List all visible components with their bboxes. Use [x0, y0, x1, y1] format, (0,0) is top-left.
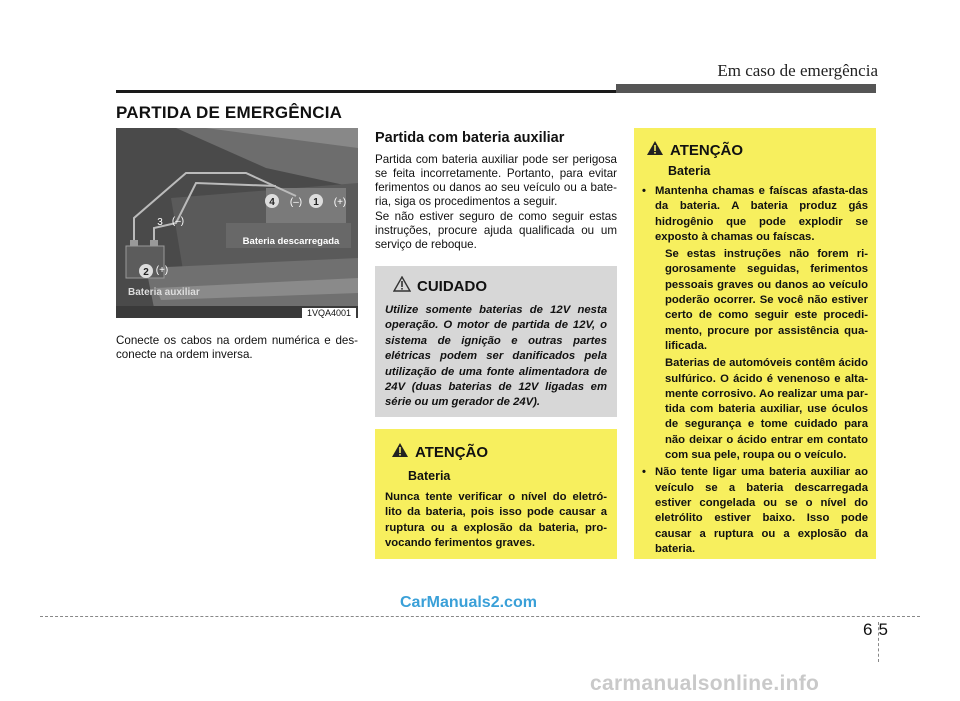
svg-text:1: 1 — [313, 197, 319, 208]
warning-text: Nunca tente verificar o nível do eletró-lito da bateria, pois isso pode causar a ruptura ou a explosão da bateria, pro-vocando ferimentos graves. — [385, 491, 607, 550]
warning-title: ATENÇÃO — [670, 142, 744, 159]
list-item — [642, 184, 868, 463]
caution-triangle-icon — [393, 276, 411, 297]
warning-subtitle: Bateria — [668, 164, 711, 178]
warning-triangle-icon — [391, 442, 409, 463]
marker-2 — [139, 264, 153, 278]
watermark-link[interactable]: CarManuals2.com — [400, 594, 537, 611]
section-header-title: Em caso de emergência — [717, 61, 878, 80]
body-paragraph: Partida com bateria auxiliar pode ser perigosa se feita incorretamente. Portanto, para evitar ferimentos ou danos ao seu veículo ou a bate-ria, siga os procedimentos a seguir. — [375, 153, 617, 208]
label-discharged-battery: Bateria descarregada — [242, 236, 340, 247]
figure-caption: Conecte os cabos na ordem numérica e des-conecte na ordem inversa. — [116, 334, 358, 361]
marker-1 — [309, 194, 323, 208]
page-title: PARTIDA DE EMERGÊNCIA — [116, 103, 343, 122]
page-number: 6 5 — [863, 620, 888, 639]
jump-start-illustration — [116, 128, 358, 318]
warning-triangle-icon — [646, 140, 664, 161]
warning-paragraph: Baterias de automóveis contêm ácido sulfúrico. O ácido é venenoso e alta-mente corrosivo. Ao realizar uma par-tida com bateria auxiliar, use óculos de segurança e tome cuidado para não deixar o ácido entrar em contato com sua pele, roupa ou o veículo. — [665, 357, 868, 462]
warning-box — [375, 429, 617, 559]
caution-title: CUIDADO — [417, 278, 487, 295]
warning-box-battery — [634, 128, 876, 559]
marker-4-sign: (–) — [289, 197, 303, 208]
header-rule-accent — [616, 84, 876, 93]
bullet: • — [642, 185, 646, 197]
warning-paragraph: Se estas instruções não forem ri-gorosamente seguidas, ferimentos pessoais graves ou danos ao veículo poderão ocorrer. Se você não estiver certo de como seguir este procedi-mento, procure por assistência qua-lificada. — [665, 248, 868, 352]
warning-paragraph: Não tente ligar uma bateria auxiliar ao veículo se a bateria descarregada estiver congelada ou se o nível do eletrólito estiver baixo. Isso pode causar a ruptura ou a explosão da bateria. — [655, 466, 868, 555]
list-item — [642, 465, 868, 557]
caution-box — [375, 266, 617, 417]
warning-list — [642, 184, 868, 559]
warning-paragraph: Mantenha chamas e faíscas afasta-das da bateria. A bateria produz gás hidrogênio que pode explodir se exposto à chamas ou faíscas. — [655, 185, 868, 243]
svg-text:4: 4 — [269, 197, 275, 208]
header-rule — [116, 90, 616, 93]
caution-text: Utilize somente baterias de 12V nesta operação. O motor de partida de 12V, o sistema de ignição e outras partes elétricas podem ser danificados pela utilização de uma fonte alimentadora de 24V (duas baterias de 12V ligadas em série ou um gerador de 24V). — [385, 304, 607, 409]
label-aux-battery: Bateria auxiliar — [128, 287, 200, 298]
page-number-divider — [878, 622, 879, 662]
watermark-bottom: carmanualsonline.info — [590, 672, 820, 695]
section-title: Partida com bateria auxiliar — [375, 130, 565, 146]
bullet: • — [642, 466, 646, 479]
marker-3-sign: (–) — [171, 216, 185, 227]
footer-rule — [40, 616, 920, 617]
svg-text:2: 2 — [143, 267, 149, 278]
warning-subtitle: Bateria — [408, 469, 451, 483]
warning-title: ATENÇÃO — [415, 444, 489, 461]
figure-code: 1VQA4001 — [306, 308, 352, 318]
marker-1-sign: (+) — [333, 197, 347, 208]
marker-2-sign: (+) — [155, 265, 169, 276]
body-paragraph: Se não estiver seguro de como seguir estas instruções, procure ajuda qualificada ou um serviço de reboque. — [375, 210, 617, 251]
marker-3: 3 — [157, 217, 163, 228]
marker-4 — [265, 194, 279, 208]
